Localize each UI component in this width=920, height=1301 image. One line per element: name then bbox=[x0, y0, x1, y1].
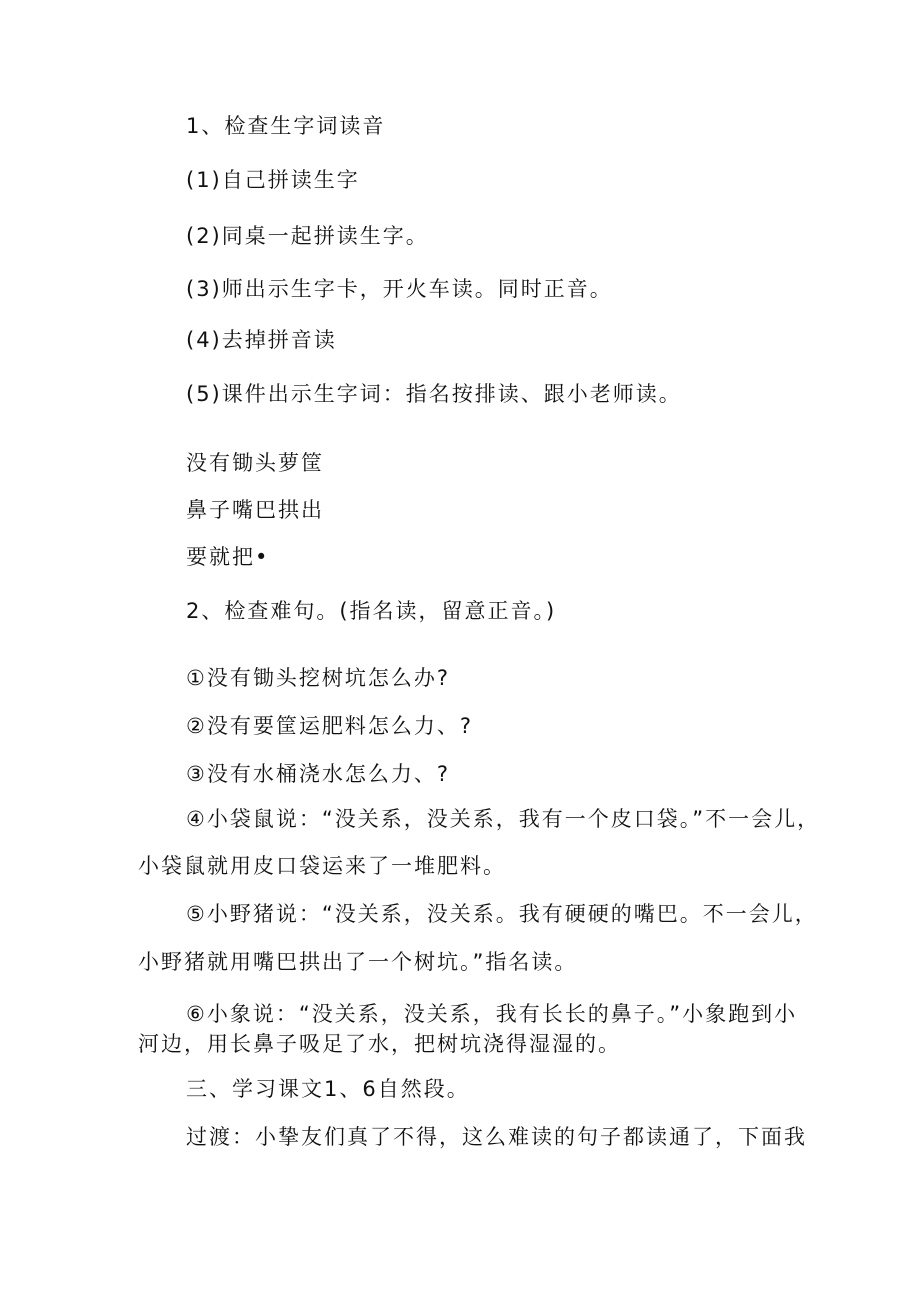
sentence-4-line-2: 小袋鼠就用皮口袋运来了一堆肥料。 bbox=[138, 854, 506, 878]
word-list-1: 没有锄头萝筐 bbox=[186, 451, 324, 475]
step-1: (1)自己拼读生字 bbox=[186, 168, 360, 192]
heading-study-text: 三、学习课文1、6自然段。 bbox=[186, 1077, 470, 1101]
step-4: (4)去掉拼音读 bbox=[186, 328, 337, 352]
sentence-3: ③没有水桶浇水怎么力、? bbox=[186, 762, 450, 786]
step-5: (5)课件出示生字词：指名按排读、跟小老师读。 bbox=[186, 382, 682, 406]
word-list-2: 鼻子嘴巴拱出 bbox=[186, 498, 324, 522]
sentence-1: ①没有锄头挖树坑怎么办? bbox=[186, 666, 450, 690]
sentence-5-line-1: ⑤小野猪说：“没关系，没关系。我有硬硬的嘴巴。不一会儿， bbox=[186, 902, 818, 926]
sentence-6-line-2: 河边，用长鼻子吸足了水，把树坑浇得湿湿的。 bbox=[138, 1032, 621, 1056]
transition-text: 过渡：小挚友们真了不得，这么难读的句子都读通了，下面我 bbox=[186, 1125, 807, 1149]
step-3: (3)师出示生字卡，开火车读。同时正音。 bbox=[186, 277, 613, 301]
sentence-6-line-1: ⑥小象说：“没关系，没关系，我有长长的鼻子。”小象跑到小 bbox=[186, 1002, 798, 1026]
sentence-4-line-1: ④小袋鼠说：“没关系，没关系，我有一个皮口袋。”不一会儿， bbox=[186, 807, 821, 831]
step-2: (2)同桌一起拼读生字。 bbox=[186, 224, 429, 248]
heading-check-pronunciation: 1、检查生字词读音 bbox=[186, 114, 386, 138]
heading-check-sentences: 2、检查难句。(指名读，留意正音。) bbox=[186, 599, 557, 623]
sentence-2: ②没有要筐运肥料怎么力、? bbox=[186, 714, 473, 738]
word-list-3: 要就把• bbox=[186, 545, 270, 569]
sentence-5-line-2: 小野猪就用嘴巴拱出了一个树坑。”指名读。 bbox=[138, 950, 578, 974]
